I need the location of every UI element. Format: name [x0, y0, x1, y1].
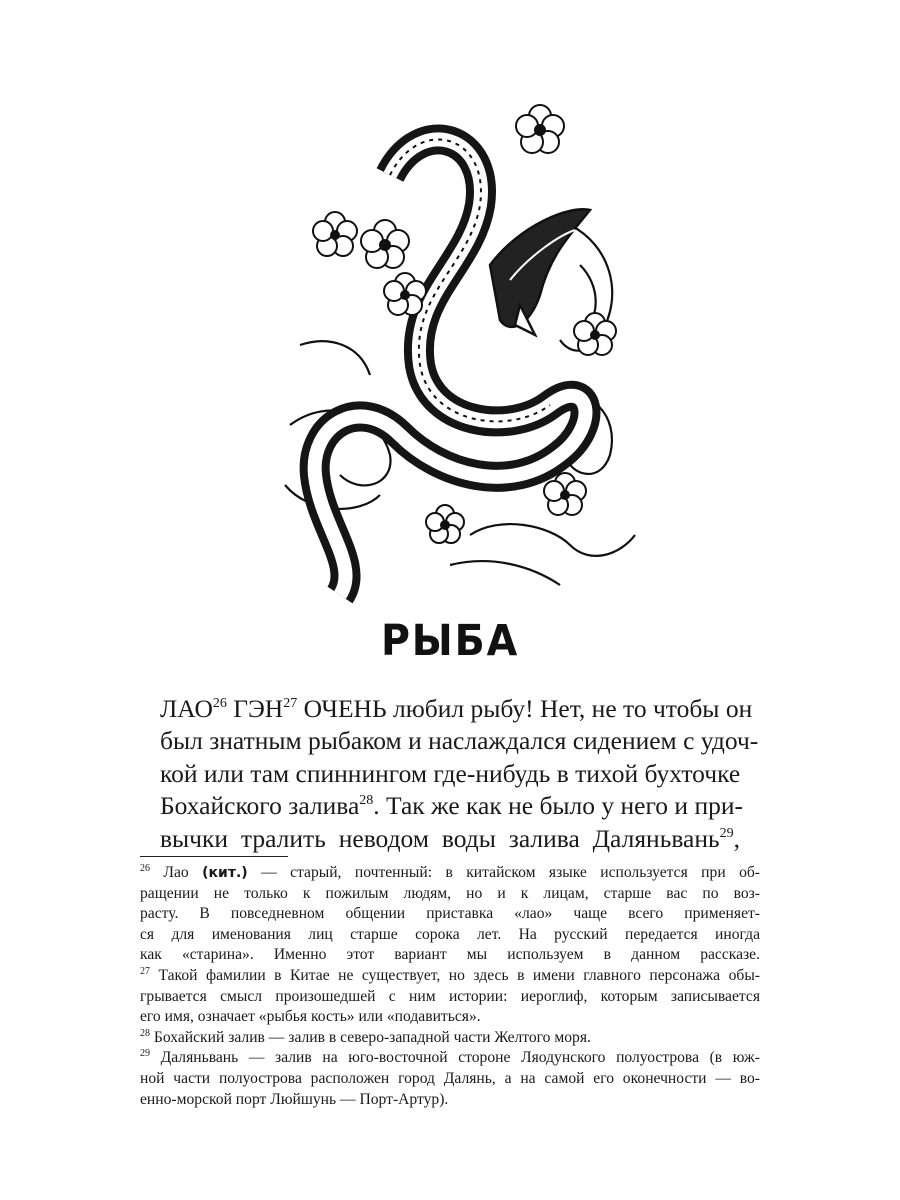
text-fragment: ОЧЕНЬ любил рыбу! Нет, не то чтобы он [297, 694, 753, 723]
body-line [160, 725, 759, 757]
footnote-ref[interactable]: 26 [212, 696, 227, 711]
text-fragment: был знатным рыбаком и наслаждался сидением с удоч- [160, 726, 759, 756]
footnote-26-line: расту. В повседневном общении приставка «лао» чаще всего применяет- [140, 905, 760, 923]
footnote-bold-note: (кит.) [202, 865, 248, 881]
body-line [160, 758, 740, 790]
footnote-text: Бохайский залив — залив в северо-западной части Желтого моря. [150, 1028, 591, 1046]
footnote-28-line [140, 1028, 760, 1049]
footnotes [140, 863, 760, 1110]
text-fragment: ГЭН [226, 694, 284, 723]
footnote-26-line: ращении не только к пожилым людям, но и к лицам, старше вас по воз- [140, 884, 760, 902]
footnote-text: Лао [150, 864, 203, 881]
footnote-ref[interactable]: 29 [719, 825, 734, 841]
footnote-number: 28 [140, 1027, 150, 1039]
text-fragment: вычки тралить неводом воды залива Даляньвань [160, 823, 720, 853]
footnote-29-line [140, 1048, 760, 1069]
footnote-ref[interactable]: 27 [283, 696, 298, 711]
body-line [160, 693, 753, 725]
body-line [160, 823, 740, 855]
text-fragment: ЛАО [160, 694, 213, 723]
text-fragment: , [733, 823, 740, 853]
footnote-26-line: как «старина». Именно этот вариант мы используем в данном рассказе. [140, 946, 760, 964]
footnote-27-line: его имя, означает «рыбья кость» или «подавиться». [140, 1008, 481, 1026]
footnote-26-line [140, 863, 760, 884]
footnote-text: Такой фамилии в Китае не существует, но здесь в имени главного персонажа обы- [150, 966, 760, 984]
text-fragment: кой или там спиннингом где-нибудь в тихой бухточке [160, 758, 741, 788]
footnote-27-line [140, 966, 760, 987]
footnote-26-line: ся для именования лиц старше сорока лет. На русский передается иногда [140, 925, 760, 943]
footnote-29-line: енно-морской порт Люйшунь — Порт-Артур). [140, 1090, 449, 1108]
body-paragraph [160, 693, 759, 855]
body-line [160, 790, 743, 822]
footnote-text: — старый, почтенный: в китайском языке используется при об- [247, 864, 761, 881]
footnote-29-line: ной части полуострова расположен город Далянь, а на самой его оконечности — во- [140, 1069, 760, 1087]
snake-illustration [270, 95, 640, 605]
footnote-text: Даляньвань — залив на юго-восточной стороне Ляодунского полуострова (в юж- [150, 1049, 760, 1067]
footnote-ref[interactable]: 28 [359, 793, 374, 809]
text-fragment: Бохайского залива [160, 791, 360, 821]
chapter-title: РЫБА [380, 616, 520, 666]
footnote-27-line: грывается смысл произошедшей с ним истории: иероглиф, которым записывается [140, 987, 760, 1005]
footnote-number: 29 [140, 1048, 150, 1060]
text-fragment: . Так же как не было у него и при- [373, 791, 743, 821]
footnote-number: 27 [140, 965, 150, 977]
footnote-number: 26 [140, 863, 150, 874]
footnote-divider [140, 856, 288, 857]
